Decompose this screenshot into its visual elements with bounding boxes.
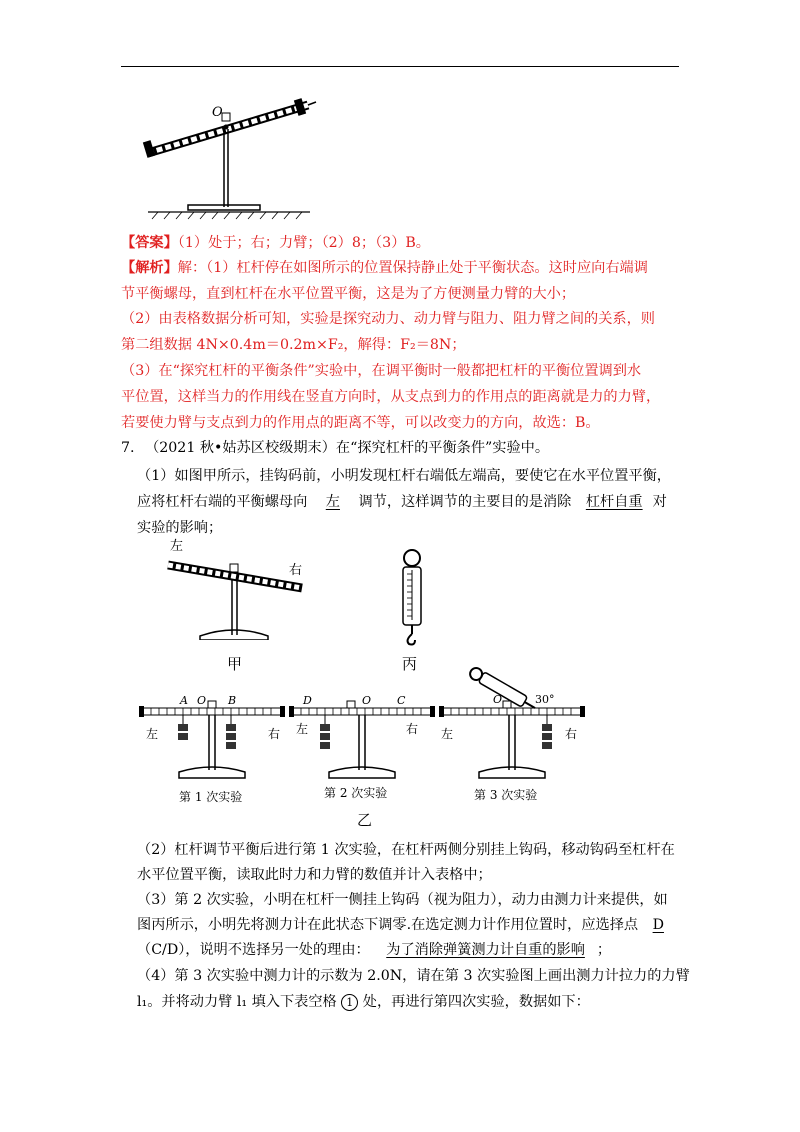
analysis-line-5: （3）在“探究杠杆的平衡条件”实验中，在调平衡时一般都把杠杆的平衡位置调到水 [121,363,642,379]
exp1-point-b: B [228,694,237,707]
exp2-right-label: 右 [406,722,419,736]
header-rule [121,66,679,67]
analysis-line-2: 节平衡螺母，直到杠杆在水平位置平衡，这是为了方便测量力臂的大小； [121,286,576,302]
exp3-left-label: 左 [441,727,454,741]
q7-stem-line [121,438,549,458]
q7-p1-text-c: 对 [652,494,667,510]
exp1-left-label: 左 [146,727,159,741]
figure-jia [160,540,310,640]
analysis-line-3: （2）由表格数据分析可知，实验是探究动力、动力臂与阻力、阻力臂之间的关系，则 [121,311,655,327]
blank-direction: 左 [325,494,340,510]
q7-number: 7. [121,440,135,456]
analysis-tag: 【解析】 [121,260,178,276]
exp1-point-a: A [180,694,188,707]
exp2-point-o: O [362,694,372,707]
exp1-caption: 第 1 次实验 [179,790,243,804]
exp1-point-o: O [197,694,207,707]
q7-p4-line-2 [137,992,590,1012]
exp1-right-label: 右 [268,727,281,741]
blank-point-choice: D [652,917,664,933]
q7-p1-text-b: 调节，这样调节的主要目的是消除 [358,494,572,510]
blank-lever-weight: 杠杆自重 [585,494,643,510]
q7-p3-line-2 [137,915,664,935]
q7-p3-text-b: （C/D），说明不选择另一处的理由： [137,942,370,958]
analysis-text-1: 解：（1）杠杆停在如图所示的位置保持静止处于平衡状态。这时应向右端调 [177,260,648,276]
analysis-line-7: 若要使力臂与支点到力的作用点的距离不等，可以改变力的方向，故选：B。 [121,415,600,431]
q7-p3-line-3 [137,940,611,960]
figure-bing-spring-scale [395,548,429,648]
tilted-lever-figure [140,95,320,220]
figure-yi-exp1 [137,690,287,785]
figure-yi-exp2 [287,690,437,785]
q7-p2-line-2: 水平位置平衡，读取此时力和力臂的数值并计入表格中； [137,867,492,883]
q7-p3-text-a: 图丙所示，小明先将测力计在此状态下调零.在选定测力计作用位置时，应选择点 [137,917,639,933]
q7-p2-line-1: （2）杠杆调节平衡后进行第 1 次实验，在杠杆两侧分别挂上钩码，移动钩码至杠杆在 [137,842,675,858]
exp2-caption: 第 2 次实验 [324,786,388,800]
q7-stem: （2021 秋•姑苏区校级期末）在“探究杠杆的平衡条件”实验中。 [145,440,550,456]
exp3-caption: 第 3 次实验 [474,788,538,802]
answer-tag: 【答案】 [121,235,178,251]
analysis-line-1 [121,258,648,278]
jia-caption: 甲 [227,655,243,673]
figure-yi-exp3 [437,652,587,785]
exp3-point-o: O [493,693,503,706]
answer-line [121,233,430,253]
q7-p1-line-1: （1）如图甲所示，挂钩码前，小明发现杠杆右端低左端高，要使它在水平位置平衡， [137,468,671,484]
q7-p3-line-1: （3）第 2 次实验，小明在杠杆一侧挂上钩码（视为阻力），动力由测力计来提供，如 [137,892,668,908]
jia-right-label: 右 [289,563,303,578]
pivot-label: O [212,105,223,120]
q7-p1-text-a: 应将杠杆右端的平衡螺母向 [137,494,308,510]
q7-p3-text-c: ； [596,942,612,958]
exp3-angle-label: 30° [535,693,555,706]
q7-p1-line-2 [137,492,667,512]
jia-left-label: 左 [170,539,184,554]
exp2-point-c: C [397,694,406,707]
q7-p4-line-1: （4）第 3 次实验中测力计的示数为 2.0N，请在第 3 次实验图上画出测力计拉力的力臂 [137,968,690,984]
yi-caption: 乙 [357,811,373,829]
bing-caption: 丙 [402,655,418,673]
analysis-line-4: 第二组数据 4N×0.4m＝0.2m×F₂，解得：F₂＝8N； [121,337,466,353]
q7-p4-text-b: 处，再进行第四次实验，数据如下： [362,994,590,1010]
circled-number-1: 1 [341,994,358,1011]
q7-p1-line-3: 实验的影响； [137,520,223,536]
answer-text: （1）处于；右；力臂；（2）8；（3）B。 [177,235,430,251]
analysis-line-6: 平位置，这样当力的作用线在竖直方向时，从支点到力的作用点的距离就是力的力臂， [121,389,661,405]
q7-p4-text-a: l₁。并将动力臂 l₁ 填入下表空格 [137,994,337,1010]
exp3-right-label: 右 [565,727,578,741]
exp2-left-label: 左 [296,722,309,736]
exp2-point-d: D [303,694,312,707]
blank-reason: 为了消除弹簧测力计自重的影响 [386,942,585,958]
